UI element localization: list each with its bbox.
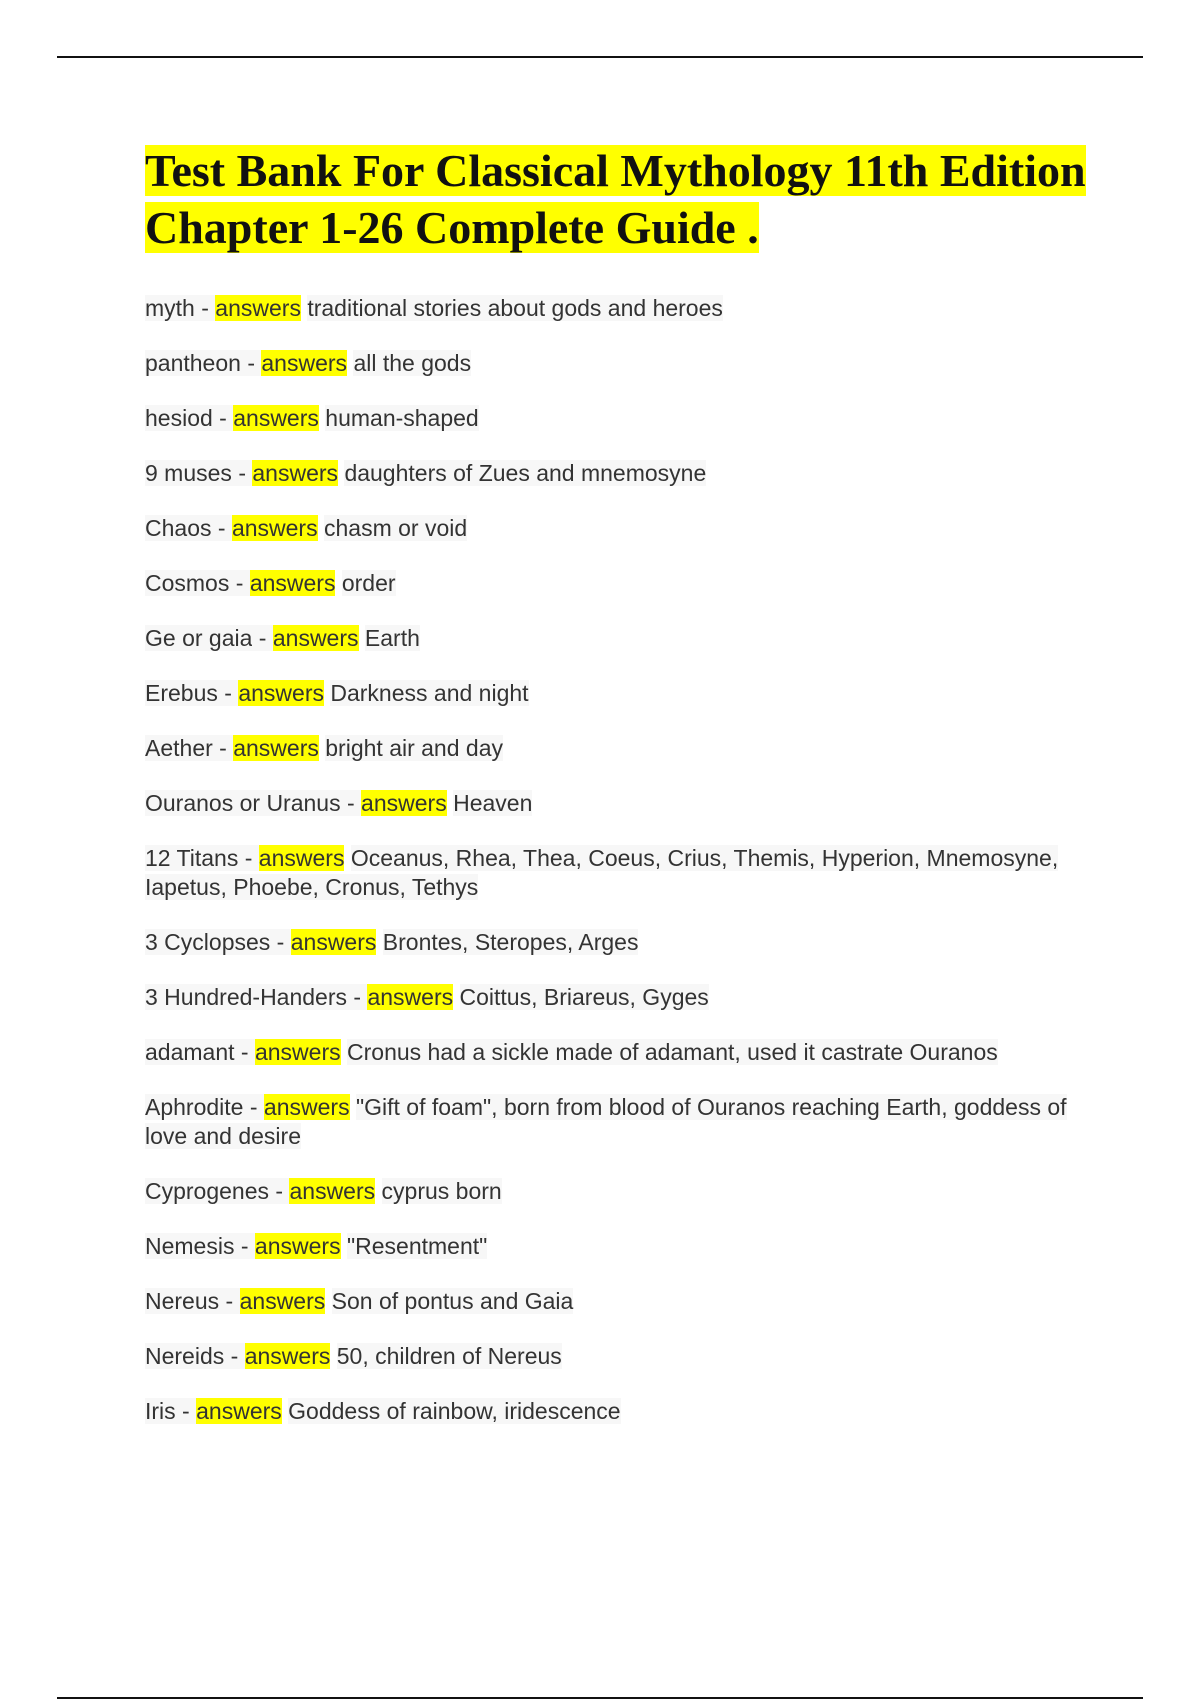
qa-separator: - — [340, 790, 362, 816]
qa-item — [145, 1342, 1105, 1371]
qa-term: Cosmos — [145, 570, 230, 596]
qa-separator: - — [270, 929, 291, 955]
answers-highlight: answers — [231, 515, 318, 541]
qa-term: 12 Titans — [145, 845, 239, 871]
qa-definition: Coittus, Briareus, Gyges — [459, 984, 709, 1010]
qa-definition: cyprus born — [381, 1178, 502, 1204]
answers-highlight: answers — [233, 405, 319, 431]
qa-term: Iris — [145, 1398, 176, 1424]
qa-separator: - — [212, 735, 234, 761]
qa-separator: - — [219, 1288, 240, 1314]
answers-highlight: answers — [196, 1398, 282, 1424]
qa-list — [145, 294, 1105, 1426]
answers-highlight: answers — [215, 295, 301, 321]
qa-item — [145, 1397, 1105, 1426]
qa-item — [145, 928, 1105, 957]
qa-item — [145, 1093, 1105, 1151]
qa-term: adamant — [145, 1039, 235, 1065]
qa-term: myth — [145, 295, 195, 321]
qa-separator: - — [238, 845, 259, 871]
qa-separator: - — [231, 460, 253, 486]
answers-highlight: answers — [290, 929, 377, 955]
qa-item — [145, 349, 1105, 378]
top-rule — [57, 56, 1143, 58]
answers-highlight: answers — [272, 625, 359, 651]
qa-term: Ge or gaia — [145, 625, 253, 651]
qa-definition: Brontes, Steropes, Arges — [382, 929, 639, 955]
qa-separator: - — [194, 295, 216, 321]
title-text: Test Bank For Classical Mythology 11th Edition Chapter 1-26 Complete Guide . — [145, 145, 1086, 253]
qa-separator: - — [217, 680, 239, 706]
qa-definition: Son of pontus and Gaia — [331, 1288, 574, 1314]
qa-definition: 50, children of Nereus — [336, 1343, 562, 1369]
qa-definition: traditional stories about gods and heroes — [307, 295, 723, 321]
qa-separator: - — [240, 350, 262, 376]
qa-definition: all the gods — [353, 350, 472, 376]
qa-definition: "Gift of foam", born from blood of Ouranos reaching Earth, goddess of love and desire — [145, 1094, 1067, 1149]
qa-item — [145, 679, 1105, 708]
answers-highlight: answers — [261, 350, 348, 376]
qa-definition: order — [341, 570, 396, 596]
qa-term: Nemesis — [145, 1233, 235, 1259]
qa-item — [145, 844, 1105, 902]
qa-item — [145, 514, 1105, 543]
qa-separator: - — [229, 570, 250, 596]
qa-definition: Cronus had a sickle made of adamant, used it castrate Ouranos — [347, 1039, 998, 1065]
qa-term: Ouranos or Uranus — [145, 790, 341, 816]
answers-highlight: answers — [263, 1094, 350, 1120]
qa-term: Nereus — [145, 1288, 220, 1314]
answers-highlight: answers — [249, 570, 336, 596]
qa-item — [145, 624, 1105, 653]
answers-highlight: answers — [252, 460, 339, 486]
qa-term: Erebus — [145, 680, 218, 706]
qa-term: 3 Cyclopses — [145, 929, 271, 955]
document-body — [145, 142, 1105, 1452]
qa-definition: Oceanus, Rhea, Thea, Coeus, Crius, Themis, Hyperion, Mnemosyne, Iapetus, Phoebe, Cronus, Tethys — [145, 845, 1059, 900]
qa-separator: - — [347, 984, 368, 1010]
answers-highlight: answers — [254, 1233, 341, 1259]
qa-term: pantheon — [145, 350, 241, 376]
qa-definition: bright air and day — [325, 735, 503, 761]
qa-term: Nereids — [145, 1343, 225, 1369]
qa-item — [145, 459, 1105, 488]
qa-item — [145, 1287, 1105, 1316]
qa-term: Cyprogenes — [145, 1178, 270, 1204]
qa-separator: - — [212, 405, 234, 431]
qa-item — [145, 569, 1105, 598]
qa-item — [145, 1232, 1105, 1261]
qa-separator: - — [234, 1233, 255, 1259]
qa-definition: chasm or void — [323, 515, 468, 541]
qa-term: Chaos — [145, 515, 212, 541]
answers-highlight: answers — [258, 845, 345, 871]
qa-item — [145, 404, 1105, 433]
qa-item — [145, 1038, 1105, 1067]
qa-term: Aphrodite — [145, 1094, 244, 1120]
document-title — [145, 142, 1105, 256]
qa-separator: - — [252, 625, 273, 651]
qa-definition: Heaven — [453, 790, 533, 816]
qa-term: Aether — [145, 735, 213, 761]
answers-highlight: answers — [244, 1343, 331, 1369]
qa-definition: human-shaped — [325, 405, 479, 431]
qa-item — [145, 789, 1105, 818]
qa-term: hesiod — [145, 405, 213, 431]
qa-item — [145, 294, 1105, 323]
answers-highlight: answers — [367, 984, 454, 1010]
qa-term: 3 Hundred-Handers — [145, 984, 348, 1010]
qa-definition: Darkness and night — [330, 680, 529, 706]
qa-separator: - — [224, 1343, 245, 1369]
qa-term: 9 muses — [145, 460, 232, 486]
qa-definition: daughters of Zues and mnemosyne — [344, 460, 707, 486]
qa-separator: - — [243, 1094, 264, 1120]
qa-definition: "Resentment" — [346, 1233, 488, 1259]
qa-separator: - — [211, 515, 232, 541]
qa-definition: Earth — [364, 625, 420, 651]
qa-item — [145, 734, 1105, 763]
qa-item — [145, 1177, 1105, 1206]
answers-highlight: answers — [254, 1039, 341, 1065]
qa-separator: - — [175, 1398, 197, 1424]
answers-highlight: answers — [233, 735, 319, 761]
qa-definition: Goddess of rainbow, iridescence — [288, 1398, 621, 1424]
answers-highlight: answers — [361, 790, 447, 816]
qa-separator: - — [269, 1178, 290, 1204]
bottom-rule — [57, 1697, 1143, 1699]
answers-highlight: answers — [239, 1288, 326, 1314]
answers-highlight: answers — [289, 1178, 376, 1204]
answers-highlight: answers — [238, 680, 324, 706]
qa-item — [145, 983, 1105, 1012]
qa-separator: - — [234, 1039, 255, 1065]
